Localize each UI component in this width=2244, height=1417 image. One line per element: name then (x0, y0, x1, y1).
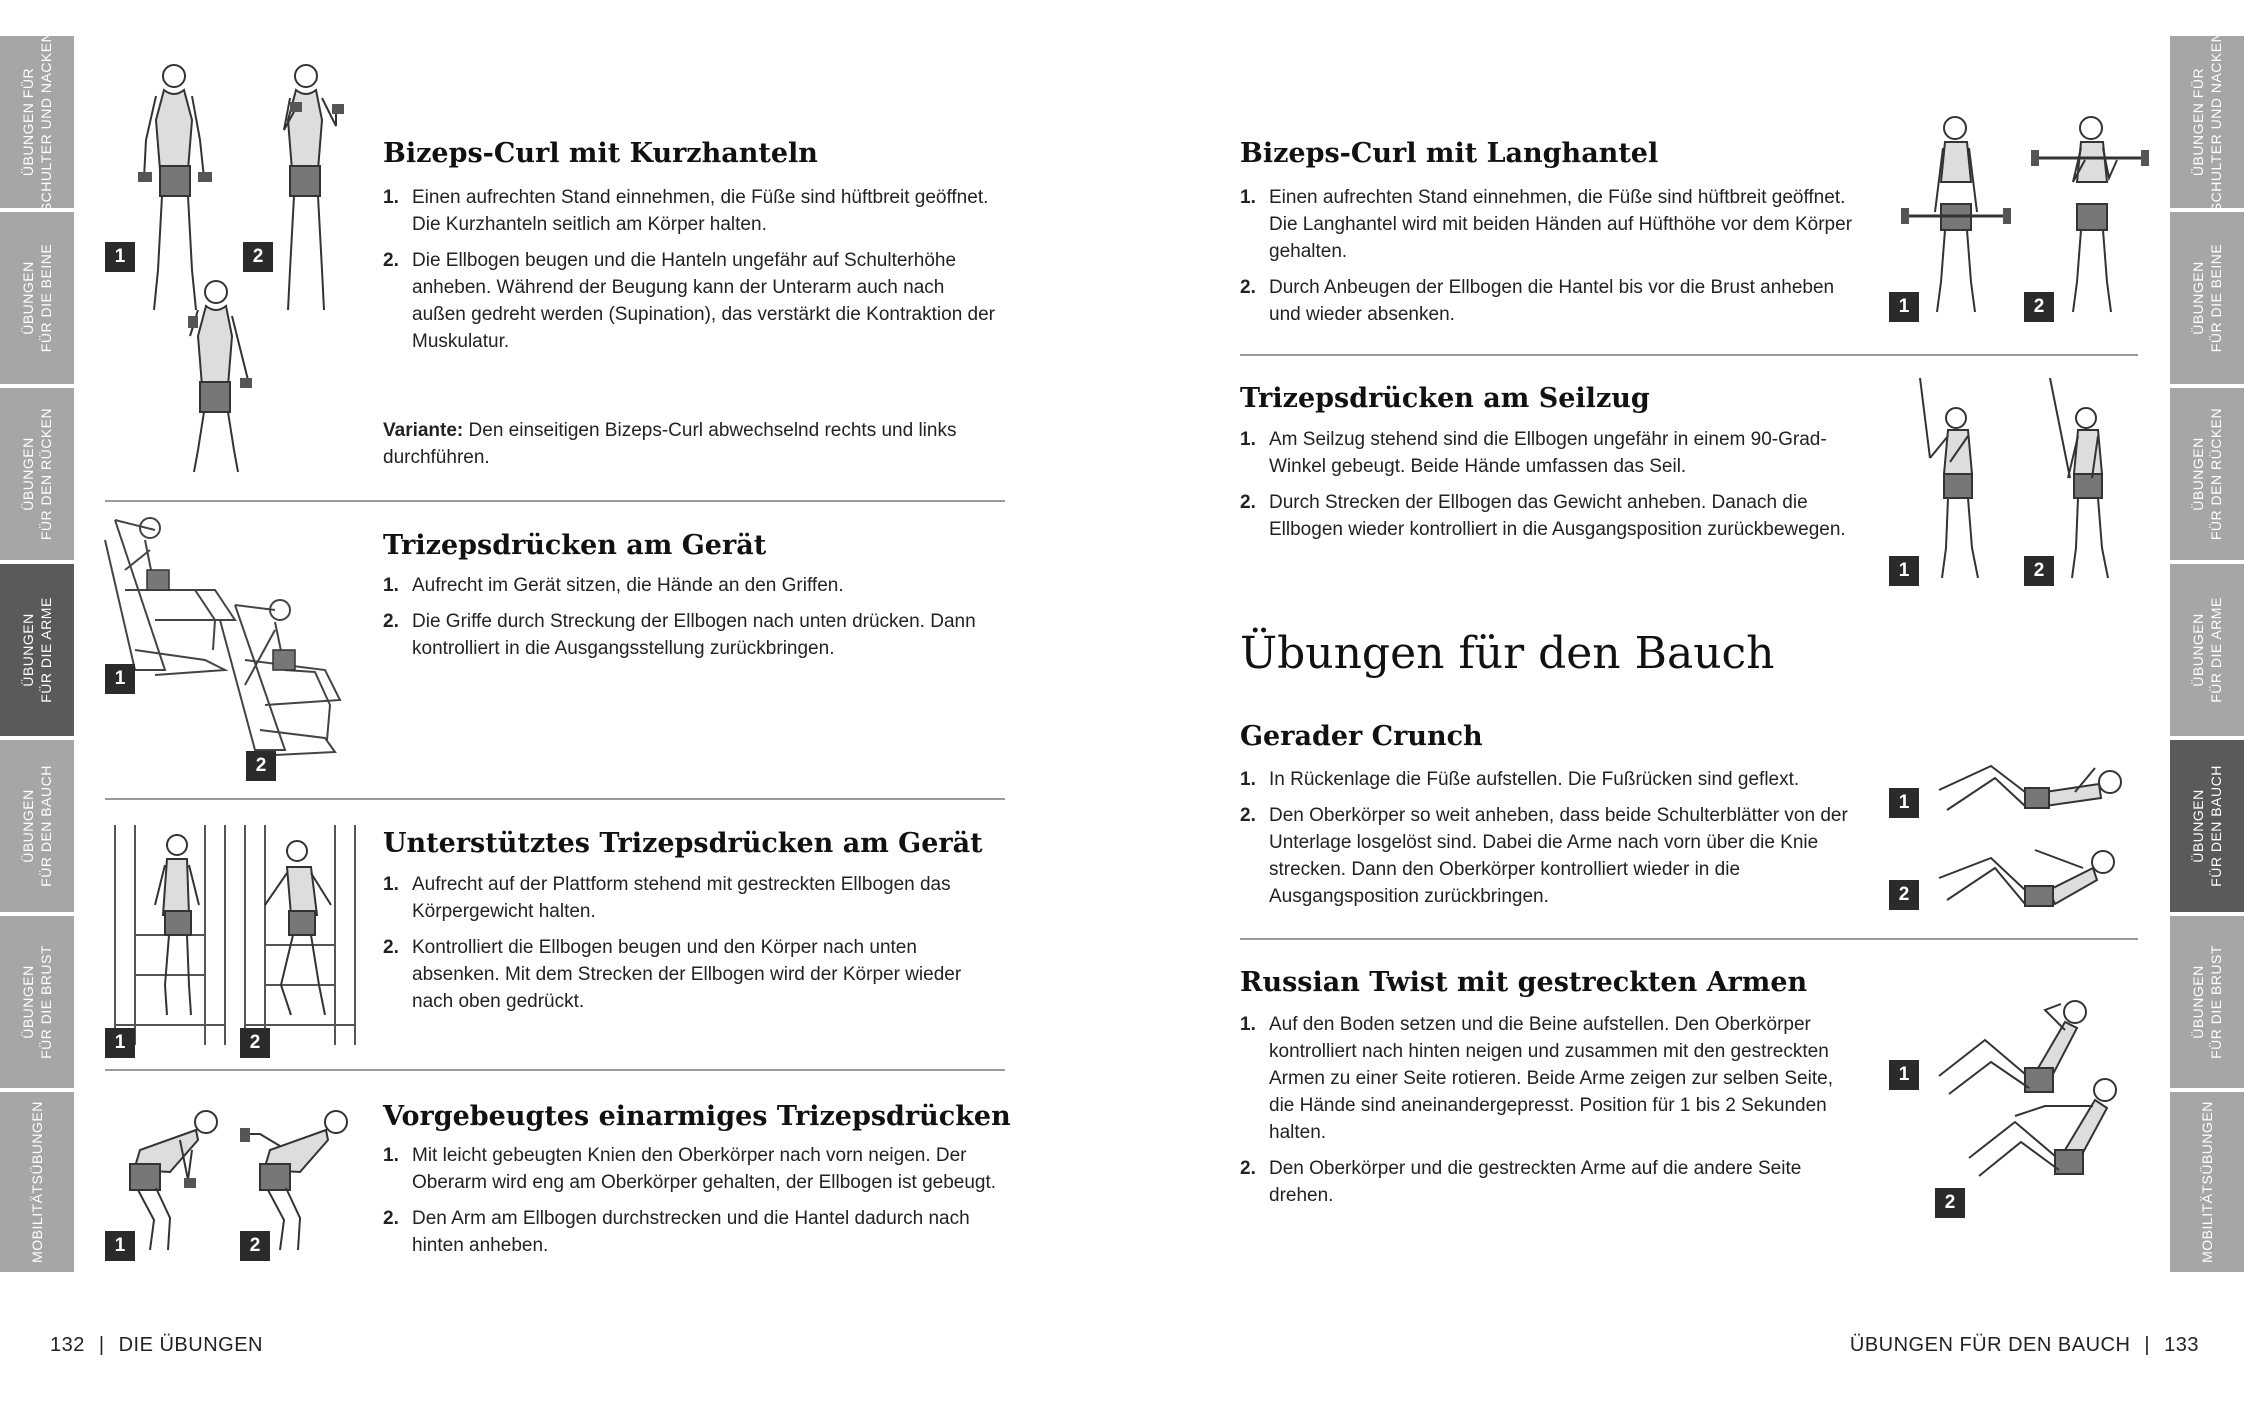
step: 1. Aufrecht im Gerät sitzen, die Hände an den Griffen. (383, 575, 844, 596)
tab-legs-left[interactable]: ÜBUNGEN FÜR DIE BEINE (0, 212, 74, 384)
badge-2: 2 (240, 1231, 270, 1261)
exercise-title: Vorgebeugtes einarmiges Trizepsdrücken (383, 1101, 1011, 1132)
exercise-title: Trizepsdrücken am Seilzug (1240, 383, 1650, 414)
running-header: DIE ÜBUNGEN (118, 1334, 263, 1356)
illustration-crunch (1925, 750, 2135, 920)
divider (105, 500, 1005, 502)
illustration-cable-pushdown (1890, 378, 2150, 588)
badge-2: 2 (1889, 880, 1919, 910)
exercise-steps (1240, 766, 1860, 919)
badge-2: 2 (246, 751, 276, 781)
exercise-steps (1240, 426, 1860, 552)
tab-shoulder-neck-right[interactable]: ÜBUNGEN FÜR SCHULTER UND NACKEN (2170, 36, 2244, 208)
badge-2: 2 (1935, 1188, 1965, 1218)
step: 2. Die Ellbogen beugen und die Hanteln ungefähr auf Schulterhöhe anheben. Während der Beugung kann der Unterarm auch nach außen gedreht werden (Supination), das verstärkt die Kontraktion der Muskulatur. (383, 250, 995, 352)
tab-abs-left[interactable]: ÜBUNGEN FÜR DEN BAUCH (0, 740, 74, 912)
tab-back-right[interactable]: ÜBUNGEN FÜR DEN RÜCKEN (2170, 388, 2244, 560)
running-header: ÜBUNGEN FÜR DEN BAUCH (1849, 1334, 2131, 1356)
badge-1: 1 (1889, 556, 1919, 586)
step: 1. Einen aufrechten Stand einnehmen, die Füße sind hüftbreit geöffnet. Die Kurzhanteln seitlich am Körper halten. (383, 187, 989, 235)
badge-1: 1 (1889, 1060, 1919, 1090)
footer-left: 132 | DIE ÜBUNGEN (50, 1334, 263, 1356)
badge-2: 2 (243, 242, 273, 272)
badge-2: 2 (240, 1028, 270, 1058)
exercise-title: Trizepsdrücken am Gerät (383, 530, 767, 561)
tab-legs-right[interactable]: ÜBUNGEN FÜR DIE BEINE (2170, 212, 2244, 384)
step: 1. In Rückenlage die Füße aufstellen. Die Fußrücken sind geflext. (1240, 769, 1800, 790)
divider (105, 1069, 1005, 1071)
step: 1. Auf den Boden setzen und die Beine aufstellen. Den Oberkörper kontrolliert nach hinten neigen und zusammen mit den gestreckten Armen zu einer Seite rotieren. Beide Arme zeigen zur selben Seite, die Hände sind aneinandergepresst. Position für 1 bis 2 Sekunden halten. (1240, 1014, 1833, 1143)
exercise-steps (383, 184, 1003, 364)
exercise-title: Bizeps-Curl mit Langhantel (1240, 138, 1659, 169)
badge-1: 1 (105, 1028, 135, 1058)
badge-1: 1 (105, 242, 135, 272)
exercise-steps (383, 572, 1003, 671)
badge-1: 1 (1889, 788, 1919, 818)
exercise-steps (1240, 184, 1860, 337)
tab-chest-left[interactable]: ÜBUNGEN FÜR DIE BRUST (0, 916, 74, 1088)
illustration-assisted-dip (105, 815, 365, 1055)
illustration-dumbbell-curl (100, 60, 360, 480)
badge-2: 2 (2024, 556, 2054, 586)
divider (105, 798, 1005, 800)
footer-right: ÜBUNGEN FÜR DEN BAUCH | 133 (1849, 1334, 2199, 1356)
variant-note: Variante: Den einseitigen Bizeps-Curl abwechselnd rechts und links durchführen. (383, 420, 957, 468)
divider (1240, 354, 2138, 356)
divider (1240, 938, 2138, 940)
step: 1. Mit leicht gebeugten Knien den Oberkörper nach vorn neigen. Der Oberarm wird eng am Oberkörper gehalten, der Ellbogen ist gebeugt. (383, 1145, 997, 1193)
step: 1. Einen aufrechten Stand einnehmen, die Füße sind hüftbreit geöffnet. Die Langhantel wird mit beiden Händen auf Hüfthöhe vor dem Körper gehalten. (1240, 187, 1853, 262)
exercise-steps (1240, 1011, 1860, 1218)
tab-shoulder-neck-left[interactable]: ÜBUNGEN FÜR SCHULTER UND NACKEN (0, 36, 74, 208)
tab-back-left[interactable]: ÜBUNGEN FÜR DEN RÜCKEN (0, 388, 74, 560)
badge-1: 1 (105, 664, 135, 694)
step: 2. Durch Anbeugen der Ellbogen die Hantel bis vor die Brust anheben und wieder absenken. (1240, 277, 1835, 325)
step: 2. Kontrolliert die Ellbogen beugen und den Körper nach unten absenken. Mit dem Strecken der Ellbogen wird der Körper wieder nach oben gedrückt. (383, 937, 962, 1012)
exercise-steps (383, 871, 1003, 1024)
exercise-title: Russian Twist mit gestreckten Armen (1240, 967, 1808, 998)
tab-chest-right[interactable]: ÜBUNGEN FÜR DIE BRUST (2170, 916, 2244, 1088)
tab-abs-right[interactable]: ÜBUNGEN FÜR DEN BAUCH (2170, 740, 2244, 912)
badge-1: 1 (1889, 292, 1919, 322)
step: 1. Am Seilzug stehend sind die Ellbogen ungefähr in einem 90-Grad-Winkel gebeugt. Beide Hände umfassen das Seil. (1240, 429, 1827, 477)
exercise-steps (383, 1142, 1003, 1268)
exercise-title: Unterstütztes Trizepsdrücken am Gerät (383, 828, 983, 859)
step: 2. Den Oberkörper so weit anheben, dass beide Schulterblätter von der Unterlage losgelöst sind. Dabei die Arme nach vorn über die Knie strecken. Dann den Oberkörper kontrolliert wieder in die Ausgangsposition zurückbringen. (1240, 805, 1848, 907)
page-number: 132 (50, 1334, 85, 1356)
exercise-title: Gerader Crunch (1240, 721, 1483, 752)
badge-2: 2 (2024, 292, 2054, 322)
page-number: 133 (2164, 1334, 2199, 1356)
tab-arms-left[interactable]: ÜBUNGEN FÜR DIE ARME (0, 564, 74, 736)
step: 2. Die Griffe durch Streckung der Ellbogen nach unten drücken. Dann kontrolliert in die Ausgangsstellung zurückbringen. (383, 611, 976, 659)
step: 2. Den Oberkörper und die gestreckten Arme auf die andere Seite drehen. (1240, 1158, 1802, 1206)
tab-mobility-left[interactable]: MOBILITÄTSÜBUNGEN (0, 1092, 74, 1272)
badge-1: 1 (105, 1231, 135, 1261)
tab-arms-right[interactable]: ÜBUNGEN FÜR DIE ARME (2170, 564, 2244, 736)
tab-mobility-right[interactable]: MOBILITÄTSÜBUNGEN (2170, 1092, 2244, 1272)
step: 2. Durch Strecken der Ellbogen das Gewicht anheben. Danach die Ellbogen wieder kontrolliert in die Ausgangsposition zurückbewegen. (1240, 492, 1846, 540)
step: 2. Den Arm am Ellbogen durchstrecken und die Hantel dadurch nach hinten anheben. (383, 1208, 970, 1256)
section-title: Übungen für den Bauch (1240, 628, 1775, 679)
illustration-triceps-machine (95, 510, 365, 780)
exercise-title: Bizeps-Curl mit Kurzhanteln (383, 138, 818, 169)
step: 1. Aufrecht auf der Plattform stehend mit gestreckten Ellbogen das Körpergewicht halten. (383, 874, 951, 922)
